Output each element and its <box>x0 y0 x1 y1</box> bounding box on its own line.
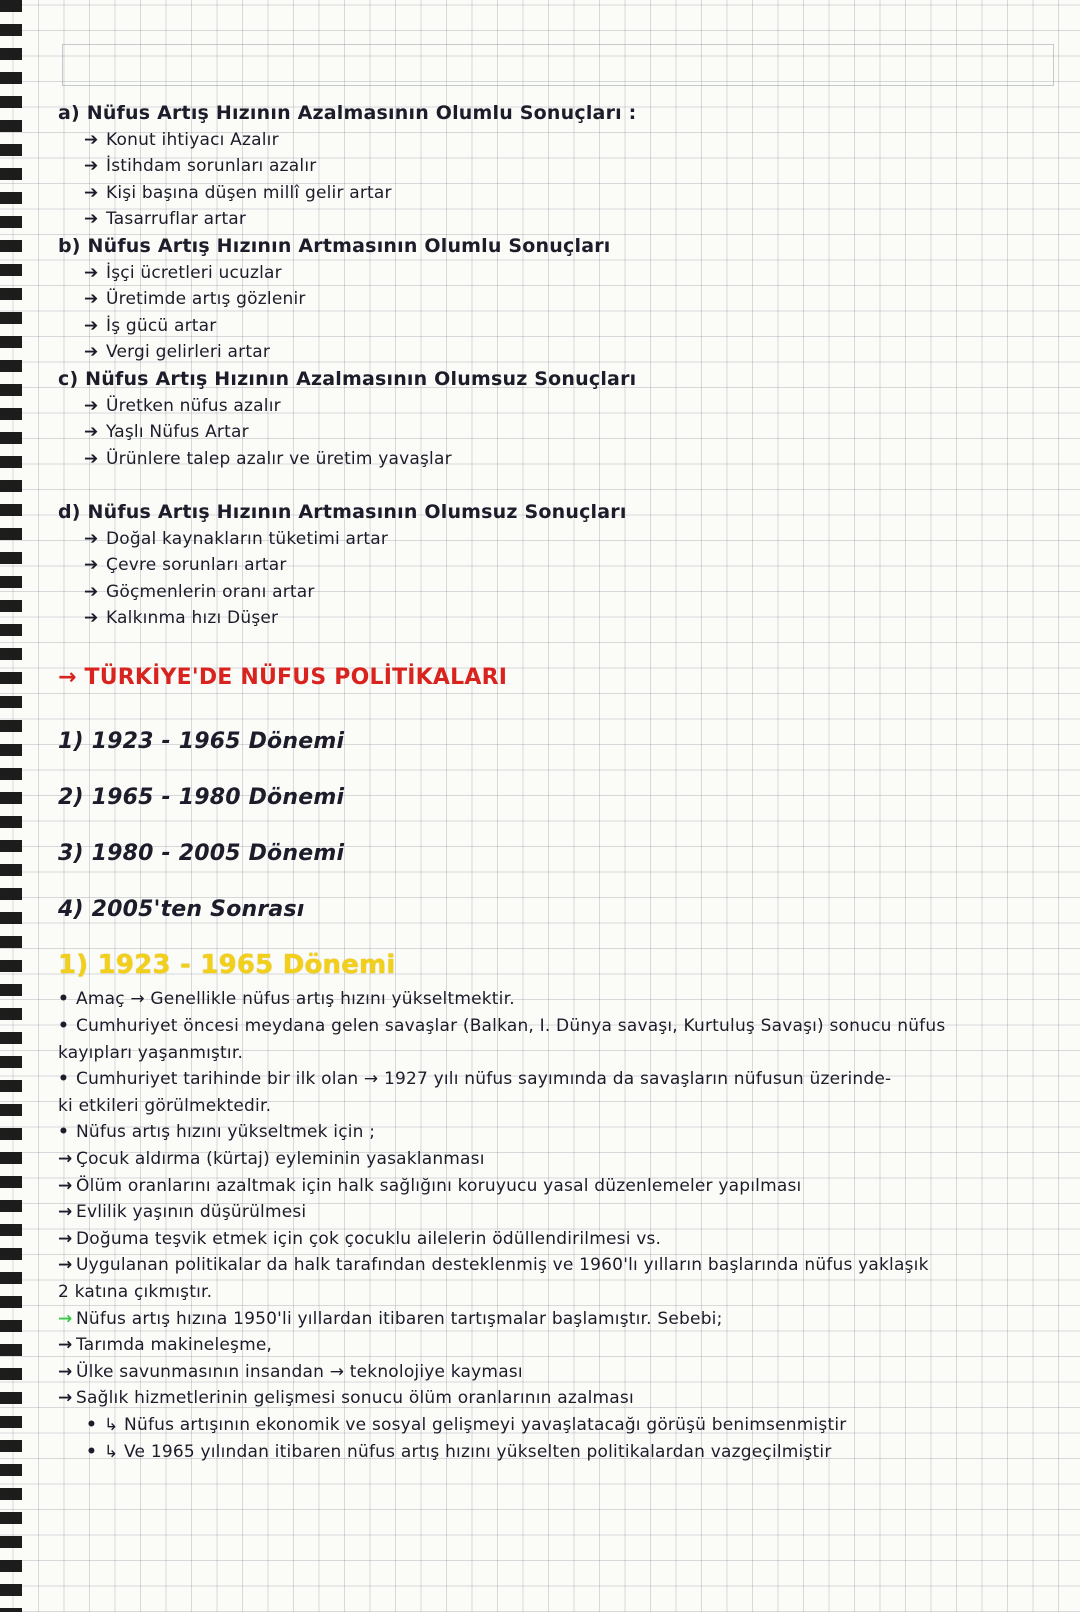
arrow-icon: ➔ <box>84 182 99 203</box>
arrow-icon: ➔ <box>84 555 99 576</box>
arrow-icon: → <box>58 1255 73 1276</box>
arrow-icon: ➔ <box>84 528 99 549</box>
list-item: ➔ Ürünlere talep azalır ve üretim yavaşlar <box>58 446 1058 473</box>
arrow-icon: ➔ <box>84 395 99 416</box>
bullet-icon: • <box>58 1016 70 1037</box>
arrow-icon: ➔ <box>84 315 99 336</box>
list-item: ➔ Üretken nüfus azalır <box>58 393 1058 420</box>
arrow-icon: ➔ <box>84 209 99 230</box>
arrow-icon: → <box>58 1228 73 1249</box>
arrow-icon: → <box>58 1308 73 1329</box>
bullet-icon: • <box>86 1441 98 1462</box>
bullet-icon: • <box>86 1414 98 1435</box>
detail-line <box>58 1119 1058 1146</box>
detail-line <box>58 1412 1058 1439</box>
arrow-icon: ➔ <box>84 448 99 469</box>
detail-line <box>58 1173 1058 1200</box>
arrow-icon: ➔ <box>84 342 99 363</box>
arrow-icon: → <box>58 1175 73 1196</box>
list-item: ➔ İş gücü artar <box>58 313 1058 340</box>
detail-line-text: Nüfus artış hızını yükseltmek için ; <box>76 1122 376 1143</box>
list-item: ➔ Tasarruflar artar <box>58 206 1058 233</box>
section-c-title: c) Nüfus Artış Hızının Azalmasının Olumsuz Sonuçları <box>58 367 637 390</box>
detail-line <box>58 1306 1058 1333</box>
period-item: 4) 2005'ten Sonrası <box>58 897 305 923</box>
detail-line-text: kayıpları yaşanmıştır. <box>58 1042 244 1063</box>
list-item: ➔ Kişi başına düşen millî gelir artar <box>58 180 1058 207</box>
section-a-title: a) Nüfus Artış Hızının Azalmasının Olumlu Sonuçları : <box>58 102 637 124</box>
policies-heading: → TÜRKİYE'DE NÜFUS POLİTİKALARI <box>58 665 508 691</box>
detail-line-text: Ülke savunmasının insandan → teknolojiye kayması <box>76 1361 523 1382</box>
section-b-title: b) Nüfus Artış Hızının Artmasının Olumlu Sonuçları <box>58 234 611 257</box>
detail-line <box>58 1199 1058 1226</box>
arrow-icon: ➔ <box>84 156 99 177</box>
detail-line-text: Cumhuriyet öncesi meydana gelen savaşlar (Balkan, I. Dünya savaşı, Kurtuluş Savaşı) sonucu nüfus <box>76 1016 946 1037</box>
arrow-icon: ➔ <box>84 262 99 283</box>
list-item: ➔ Üretimde artış gözlenir <box>58 286 1058 313</box>
arrow-icon: → <box>58 1388 73 1409</box>
detail-line-text: Ölüm oranlarını azaltmak için halk sağlığını koruyucu yasal düzenlemeler yapılması <box>76 1175 802 1196</box>
list-item: ➔ Doğal kaynakların tüketimi artar <box>58 526 1058 553</box>
detail-line-text: Nüfus artış hızına 1950'li yıllardan itibaren tartışmalar başlamıştır. Sebebi; <box>76 1308 723 1329</box>
notes-content <box>58 100 1058 1465</box>
detail-line <box>58 1332 1058 1359</box>
detail-lines <box>58 986 1058 1465</box>
list-item: ➔ Konut ihtiyacı Azalır <box>58 127 1058 154</box>
arrow-icon: ➔ <box>84 608 99 629</box>
bullet-icon: • <box>58 989 70 1010</box>
period-item: 1) 1923 - 1965 Dönemi <box>58 729 345 755</box>
list-item: ➔ Çevre sorunları artar <box>58 552 1058 579</box>
detail-line-text: ↳ Nüfus artışının ekonomik ve sosyal gelişmeyi yavaşlatacağı görüşü benimsenmiştir <box>104 1414 847 1435</box>
detail-line <box>58 986 1058 1013</box>
arrow-icon: ➔ <box>84 581 99 602</box>
list-item: ➔ Yaşlı Nüfus Artar <box>58 419 1058 446</box>
period-item: 2) 1965 - 1980 Dönemi <box>58 785 345 811</box>
arrow-icon: ➔ <box>84 422 99 443</box>
list-item: ➔ Göçmenlerin oranı artar <box>58 579 1058 606</box>
arrow-icon: ➔ <box>84 129 99 150</box>
list-item: ➔ İstihdam sorunları azalır <box>58 153 1058 180</box>
detail-line-text: Cumhuriyet tarihinde bir ilk olan → 1927 yılı nüfus sayımında da savaşların nüfusun üzerinde- <box>76 1069 892 1090</box>
detail-line-text: Amaç → Genellikle nüfus artış hızını yükseltmektir. <box>76 989 515 1010</box>
section-d-title: d) Nüfus Artış Hızının Artmasının Olumsuz Sonuçları <box>58 500 627 523</box>
detail-line <box>58 1226 1058 1253</box>
detail-line <box>58 1252 1058 1279</box>
detail-line-text: Tarımda makineleşme, <box>76 1335 273 1356</box>
detail-line-text: Sağlık hizmetlerinin gelişmesi sonucu ölüm oranlarının azalması <box>76 1388 634 1409</box>
bullet-icon: • <box>58 1122 70 1143</box>
detail-line <box>58 1279 1058 1306</box>
arrow-icon: → <box>58 1202 73 1223</box>
detail-line-text: ↳ Ve 1965 yılından itibaren nüfus artış hızını yükselten politikalardan vazgeçilmiştir <box>104 1441 832 1462</box>
detail-heading: 1) 1923 - 1965 Dönemi <box>58 950 396 981</box>
arrow-icon: → <box>58 1361 73 1382</box>
detail-line-text: Evlilik yaşının düşürülmesi <box>76 1202 307 1223</box>
detail-line <box>58 1359 1058 1386</box>
detail-line <box>58 1013 1058 1040</box>
arrow-icon: → <box>58 1335 73 1356</box>
spiral-binding <box>0 0 22 1612</box>
detail-line-text: 2 katına çıkmıştır. <box>58 1282 213 1302</box>
detail-line <box>58 1385 1058 1412</box>
detail-line <box>58 1066 1058 1093</box>
detail-line-text: ki etkileri görülmektedir. <box>58 1095 272 1116</box>
list-item: ➔ Kalkınma hızı Düşer <box>58 605 1058 632</box>
detail-line <box>58 1040 1058 1067</box>
page-header-box <box>62 44 1054 86</box>
detail-line <box>58 1146 1058 1173</box>
detail-line-text: Doğuma teşvik etmek için çok çocuklu ailelerin ödüllendirilmesi vs. <box>76 1228 662 1249</box>
list-item: ➔ İşçi ücretleri ucuzlar <box>58 260 1058 287</box>
arrow-icon: → <box>58 1149 73 1170</box>
detail-line <box>58 1439 1058 1466</box>
detail-line-text: Çocuk aldırma (kürtaj) eyleminin yasaklanması <box>76 1149 485 1170</box>
list-item: ➔ Vergi gelirleri artar <box>58 339 1058 366</box>
arrow-icon: ➔ <box>84 289 99 310</box>
period-item: 3) 1980 - 2005 Dönemi <box>58 841 345 867</box>
bullet-icon: • <box>58 1069 70 1090</box>
detail-line-text: Uygulanan politikalar da halk tarafından desteklenmiş ve 1960'lı yılların başlarında nüfus yaklaşık <box>76 1255 929 1276</box>
detail-line <box>58 1093 1058 1120</box>
